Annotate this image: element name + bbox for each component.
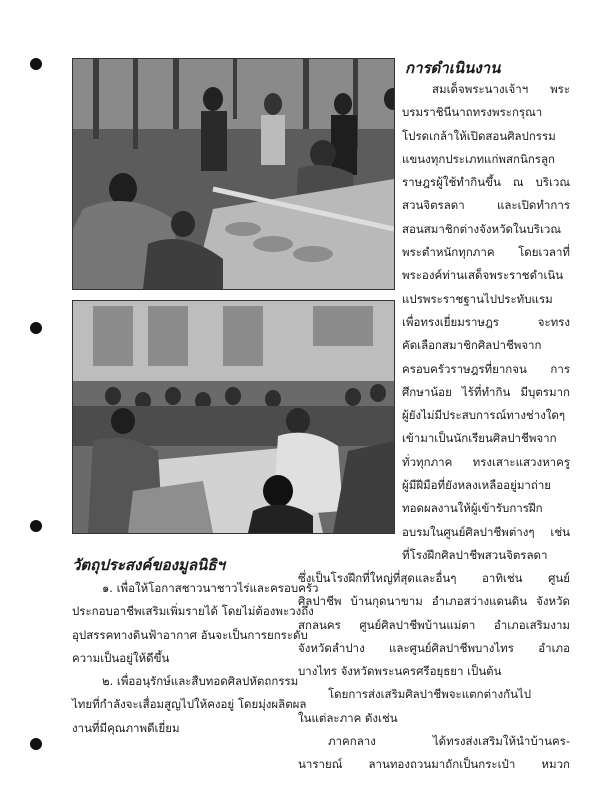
text-line: ทอดผลงานให้ผู้เข้ารับการฝึก [402, 501, 543, 516]
text-line: บางไทร จังหวัดพระนครศรีอยุธยา เป็นต้น [298, 664, 502, 679]
binder-hole [30, 738, 42, 750]
photo-queen-meeting-villagers [72, 300, 395, 534]
text-line: โปรดเกล้าให้เปิดสอนศิลปกรรม [402, 128, 556, 143]
text-line: จังหวัดลำปาง และศูนย์ศิลปาชีพบางไทร อำเภอ [298, 640, 570, 655]
text-line: เข้ามาเป็นนักเรียนศิลปาชีพจาก [402, 431, 557, 446]
text-line: ความเป็นอยู่ให้ดีขึ้น [72, 650, 170, 665]
binder-hole [30, 322, 42, 334]
text-line: สอนสมาชิกต่างจังหวัดในบริเวณ [402, 221, 562, 236]
right-column-text [402, 78, 570, 567]
text-line: แขนงทุกประเภทแก่พสกนิกรลูก [402, 151, 555, 166]
text-line: ในแต่ละภาค ดังเช่น [298, 710, 398, 725]
text-line: บรมราชินีนาถทรงพระกรุณา [402, 105, 543, 120]
text-line: อุปสรรคทางดินฟ้าอากาศ อันจะเป็นการยกระดับ [72, 627, 308, 642]
section-heading-foundation-objectives: วัตถุประสงค์ของมูลนิธิฯ [72, 556, 225, 574]
text-line: โดยการส่งเสริมศิลปาชีพจะแตกต่างกันไป [328, 687, 532, 702]
text-line: สวนจิตรลดา และเปิดทำการ [402, 198, 570, 213]
text-line: ศึกษาน้อย ไร้ที่ทำกิน มีบุตรมาก [402, 384, 570, 399]
text-line: พระองค์ท่านเสด็จพระราชดำเนิน [402, 268, 564, 283]
text-line: แปรพระราชฐานไปประทับแรม [402, 291, 553, 306]
text-line: นารายณ์ ลานทองถวนมาถักเป็นกระเป๋า หมวก [298, 757, 570, 772]
text-line: ผู้มีฝีมือที่ยังหลงเหลืออยู่มาถ่าย [402, 478, 552, 493]
text-line: ครอบครัวราษฎรที่ยากจน การ [402, 361, 570, 376]
text-line: คัดเลือกสมาชิกศิลปาชีพจาก [402, 338, 542, 353]
text-line: ๒. เพื่ออนุรักษ์และสืบทอดศิลปหัตถกรรม [102, 674, 299, 689]
left-column-text [72, 577, 319, 740]
text-line: เพื่อทรงเยี่ยมราษฎร จะทรง [402, 314, 570, 329]
text-line: ภาคกลาง ได้ทรงส่งเสริมให้นำบ้านคร- [328, 734, 570, 749]
binder-hole [30, 58, 42, 70]
text-line: อบรมในศูนย์ศิลปาชีพต่างๆ เช่น [402, 524, 570, 539]
text-line: ซึ่งเป็นโรงฝึกที่ใหญ่ที่สุดและอื่นๆ อาทิเช่น ศูนย์ [298, 571, 570, 585]
section-heading-operations: การดำเนินงาน [405, 59, 501, 77]
text-line: ไทยที่กำลังจะเสื่อมสูญไปให้คงอยู่ โดยมุ่งผลิตผล [72, 697, 307, 712]
text-line: พระตำหนักทุกภาค โดยเวลาที่ [402, 245, 570, 260]
photo-queen-visiting-crafts [72, 58, 395, 290]
text-line: ผู้ยังไม่มีประสบการณ์ทางช่างใดๆ [402, 408, 566, 423]
text-line: ๑. เพื่อให้โอกาสชาวนาชาวไร่และครอบครัว [102, 581, 319, 595]
text-line: ราษฎรผู้ใช้ทำกินขึ้น ณ บริเวณ [402, 175, 570, 190]
text-line: ที่โรงฝึกศิลปาชีพสวนจิตรลดา [402, 547, 548, 562]
text-line: สมเด็จพระนางเจ้าฯ พระ [432, 82, 570, 96]
text-line: ประกอบอาชีพเสริมเพิ่มรายได้ โดยไม่ต้องพะวงถึง [72, 604, 314, 619]
text-line: งานที่มีคุณภาพดีเยี่ยม [72, 720, 180, 735]
text-line: ศิลปาชีพ บ้านกุดนาขาม อำเภอสว่างแดนดิน จังหวัด [298, 594, 570, 609]
binder-hole [30, 520, 42, 532]
text-line: ทั่วทุกภาค ทรงเสาะแสวงหาครู [402, 454, 570, 469]
continued-text [298, 567, 570, 777]
text-line: สกลนคร ศูนย์ศิลปาชีพบ้านแม่ตา อำเภอเสริมงาม [298, 617, 570, 632]
